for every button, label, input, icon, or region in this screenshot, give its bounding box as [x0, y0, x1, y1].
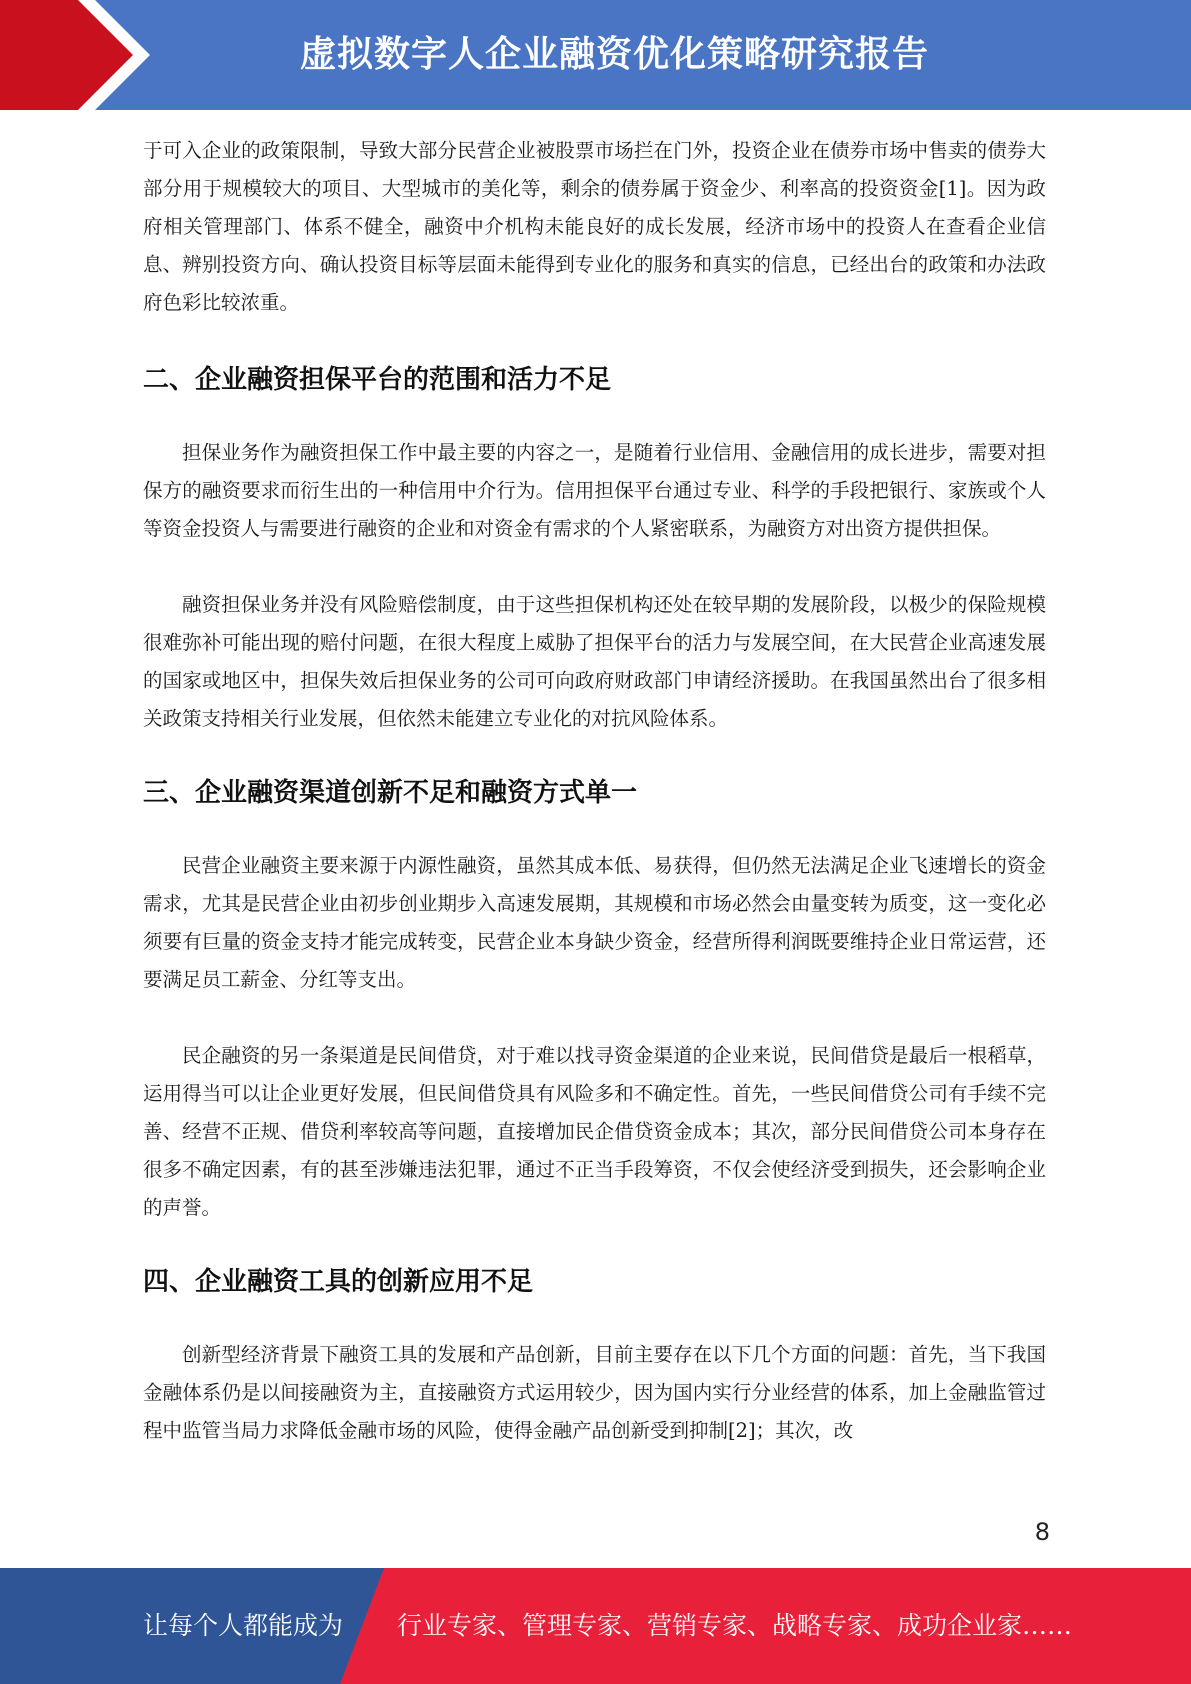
report-title: 虚拟数字人企业融资优化策略研究报告 [300, 34, 930, 75]
paragraph-1: 于可入企业的政策限制，导致大部分民营企业被股票市场拦在门外，投资企业在债券市场中售卖的债券大部分用于规模较大的项目、大型城市的美化等，剩余的债券属于资金少、利率高的投资资金[1]。因为政府相关管理部门、体系不健全，融资中介机构未能良好的成长发展，经济市场中的投资人在查看企业信息、辨别投资方向、确认投资目标等层面未能得到专业化的服务和真实的信息，已经出台的政策和办法政府色彩比较浓重。 [143, 139, 1046, 314]
header-banner [0, 0, 1191, 110]
section-heading-4: 四、企业融资工具的创新应用不足 [143, 1267, 534, 1297]
section-heading-3: 三、企业融资渠道创新不足和融资方式单一 [143, 778, 638, 808]
footer-slogan-right: 行业专家、管理专家、营销专家、战略专家、成功企业家…… [397, 1611, 1073, 1640]
section-heading-2: 二、企业融资担保平台的范围和活力不足 [143, 365, 612, 395]
page-content [143, 132, 1046, 1450]
paragraph-6: 创新型经济背景下融资工具的发展和产品创新，目前主要存在以下几个方面的问题：首先，当下我国金融体系仍是以间接融资为主，直接融资方式运用较少，因为国内实行分业经营的体系，加上金融监管过程中监管当局力求降低金融市场的风险，使得金融产品创新受到抑制[2]；其次，改 [143, 1343, 1046, 1442]
paragraph-2: 担保业务作为融资担保工作中最主要的内容之一，是随着行业信用、金融信用的成长进步，需要对担保方的融资要求而衍生出的一种信用中介行为。信用担保平台通过专业、科学的手段把银行、家族或个人等资金投资人与需要进行融资的企业和对资金有需求的个人紧密联系，为融资方对出资方提供担保。 [143, 441, 1046, 540]
footer-banner [0, 1568, 1191, 1684]
paragraph-5: 民企融资的另一条渠道是民间借贷，对于难以找寻资金渠道的企业来说，民间借贷是最后一根稻草，运用得当可以让企业更好发展，但民间借贷具有风险多和不确定性。首先，一些民间借贷公司有手续不完善、经营不正规、借贷利率较高等问题，直接增加民企借贷资金成本；其次，部分民间借贷公司本身存在很多不确定因素，有的甚至涉嫌违法犯罪，通过不正当手段筹资，不仅会使经济受到损失，还会影响企业的声誉。 [143, 1044, 1046, 1219]
paragraph-4: 民营企业融资主要来源于内源性融资，虽然其成本低、易获得，但仍然无法满足企业飞速增长的资金需求，尤其是民营企业由初步创业期步入高速发展期，其规模和市场必然会由量变转为质变，这一变化必须要有巨量的资金支持才能完成转变，民营企业本身缺少资金，经营所得利润既要维持企业日常运营，还要满足员工薪金、分红等支出。 [143, 854, 1046, 991]
footer-slogan-left: 让每个人都能成为 [143, 1611, 344, 1640]
page-number: 8 [1034, 1518, 1050, 1546]
paragraph-3: 融资担保业务并没有风险赔偿制度，由于这些担保机构还处在较早期的发展阶段，以极少的保险规模很难弥补可能出现的赔付问题，在很大程度上威胁了担保平台的活力与发展空间，在大民营企业高速发展的国家或地区中，担保失效后担保业务的公司可向政府财政部门申请经济援助。在我国虽然出台了很多相关政策支持相关行业发展，但依然未能建立专业化的对抗风险体系。 [143, 593, 1046, 730]
